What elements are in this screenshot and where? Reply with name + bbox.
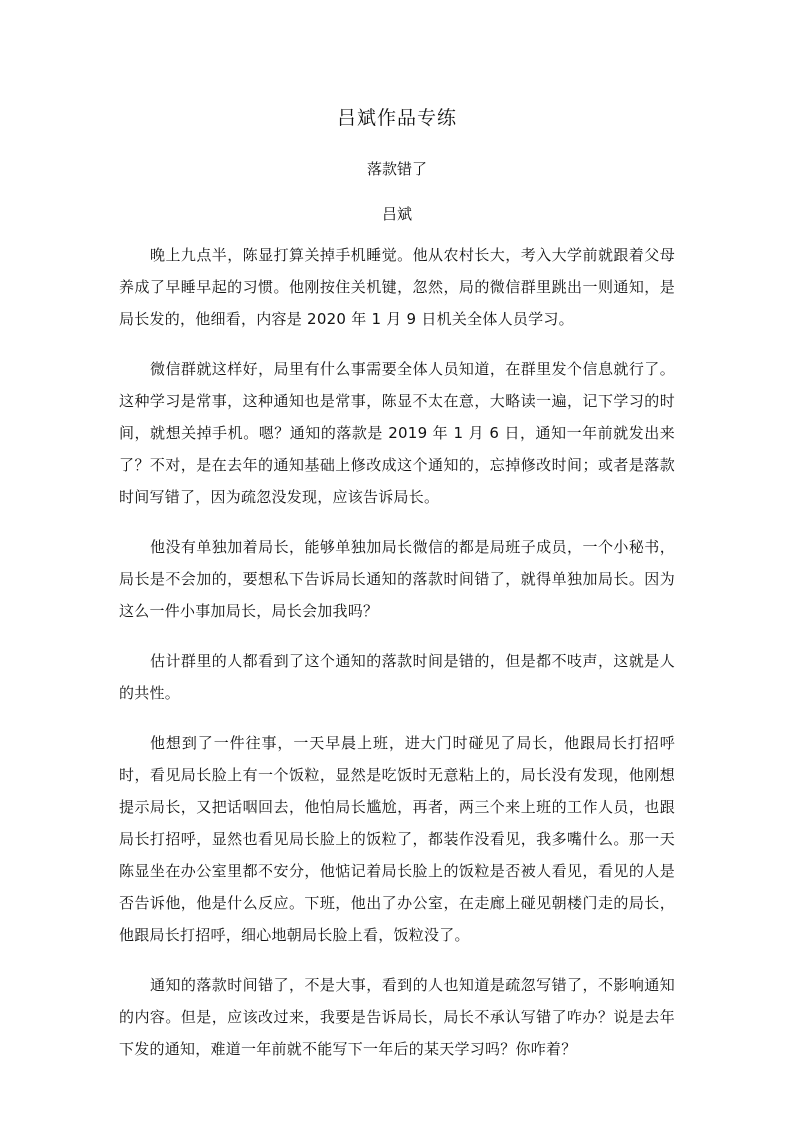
paragraph-5: 他想到了一件往事，一天早晨上班，进大门时碰见了局长，他跟局长打招呼时，看见局长脸上有一个饭粒，显然是吃饭时无意粘上的，局长没有发现，他刚想提示局长，又把话咽回去，他怕局长尴尬，再者，两三个来上班的工作人员，也跟局长打招呼，显然也看见局长脸上的饭粒了，都装作没看见，我多嘴什么。那一天陈显坐在办公室里都不安分，他惦记着局长脸上的饭粒是否被人看见，看见的人是否告诉他，他是什么反应。下班，他出了办公室，在走廊上碰见朝楼门走的局长，他跟局长打招呼，细心地朝局长脸上看，饭粒没了。 (119, 734, 675, 944)
document-title: 吕斌作品专练 (336, 107, 457, 129)
article-body (119, 239, 675, 1083)
article-title: 落款错了 (366, 160, 427, 178)
paragraph-2: 微信群就这样好，局里有什么事需要全体人员知道，在群里发个信息就行了。这种学习是常事，这种通知也是常事，陈显不太在意，大略读一遍，记下学习的时间，就想关掉手机。嗯？通知的落款是 2019 年 1 月 6 日，通知一年前就发出来了？不对，是在去年的通知基础上修改成这个通知的，忘掉修改时间；或者是落款时间写错了，因为疏忽没发现，应该告诉局长。 (119, 360, 675, 506)
paragraph-6: 通知的落款时间错了，不是大事，看到的人也知道是疏忽写错了，不影响通知的内容。但是，应该改过来，我要是告诉局长，局长不承认写错了咋办？说是去年下发的通知，难道一年前就不能写下一年后的某天学习吗？你咋着？ (119, 976, 675, 1058)
paragraph-1: 晚上九点半，陈显打算关掉手机睡觉。他从农村长大，考入大学前就跟着父母养成了早睡早起的习惯。他刚按住关机键，忽然，局的微信群里跳出一则通知，是局长发的，他细看，内容是 2020 年 1 月 9 日机关全体人员学习。 (119, 246, 675, 328)
author-name: 吕斌 (381, 205, 412, 223)
paragraph-3: 他没有单独加着局长，能够单独加局长微信的都是局班子成员，一个小秘书，局长是不会加的，要想私下告诉局长通知的落款时间错了，就得单独加局长。因为这么一件小事加局长，局长会加我吗？ (119, 538, 675, 620)
paragraph-4: 估计群里的人都看到了这个通知的落款时间是错的，但是都不吱声，这就是人的共性。 (119, 652, 675, 702)
